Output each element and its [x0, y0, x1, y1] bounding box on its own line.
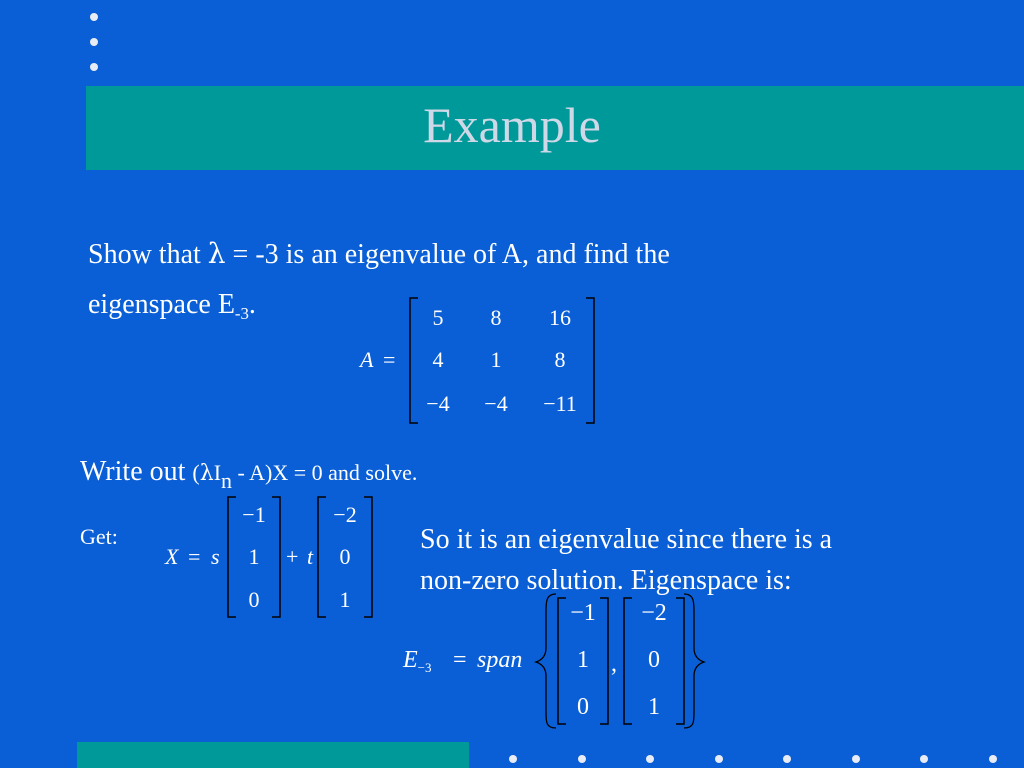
matrix-cell: 1 [490, 347, 502, 372]
parameter-t: t [307, 544, 314, 569]
span-label: span [477, 647, 523, 673]
equals-sign: = [188, 544, 201, 569]
vector-cell: 0 [577, 694, 589, 720]
footer-band [77, 742, 469, 768]
vector-cell: 1 [339, 587, 351, 612]
plus-sign: + [286, 544, 299, 569]
equals-sign: = [453, 647, 467, 673]
subscript: −3 [417, 659, 432, 675]
matrix-a-label: A [360, 347, 374, 372]
conclusion-line-2: non-zero solution. Eigenspace is: [420, 565, 792, 596]
get-label: Get: [80, 524, 118, 549]
matrix-cell: −4 [426, 391, 450, 416]
matrix-cell: 5 [432, 305, 444, 330]
lambda-symbol: λ [199, 461, 214, 486]
statement-text: Show that [88, 239, 208, 270]
subscript: -3 [234, 303, 249, 323]
vector-cell: 1 [577, 647, 589, 673]
matrix-cell: −11 [543, 391, 577, 416]
vector-cell: −2 [641, 600, 667, 626]
instruction-text: I [213, 460, 222, 485]
statement-text: eigenspace E [88, 289, 235, 320]
subscript: n [221, 467, 233, 493]
comma: , [611, 651, 617, 677]
equals-sign: = [383, 347, 396, 372]
eigenspace-e: E [403, 647, 418, 673]
vector-cell: −1 [570, 600, 596, 626]
vector-cell: 1 [648, 694, 660, 720]
instruction-text: ( [192, 460, 200, 485]
matrix-cell: 16 [549, 305, 571, 330]
parameter-s: s [211, 544, 220, 569]
matrix-cell: 8 [490, 305, 502, 330]
vector-cell: −2 [333, 502, 357, 527]
instruction-text: - A)X = 0 and solve. [232, 460, 418, 485]
vector-cell: 0 [339, 544, 351, 569]
matrix-cell: 8 [554, 347, 566, 372]
slide-title: Example [423, 97, 601, 153]
vector-cell: −1 [242, 502, 266, 527]
vector-cell: 0 [248, 587, 260, 612]
solution-x-label: X [165, 544, 179, 569]
vector-cell: 1 [248, 544, 260, 569]
instruction-text: Write out [80, 456, 193, 487]
statement-text: . [248, 289, 256, 320]
lambda-symbol: λ [207, 237, 226, 270]
matrix-cell: −4 [484, 391, 508, 416]
conclusion-line-1: So it is an eigenvalue since there is a [420, 524, 833, 555]
vector-cell: 0 [648, 647, 660, 673]
matrix-cell: 4 [432, 347, 444, 372]
statement-text: = -3 is an eigenvalue of A, and find the [225, 239, 670, 270]
